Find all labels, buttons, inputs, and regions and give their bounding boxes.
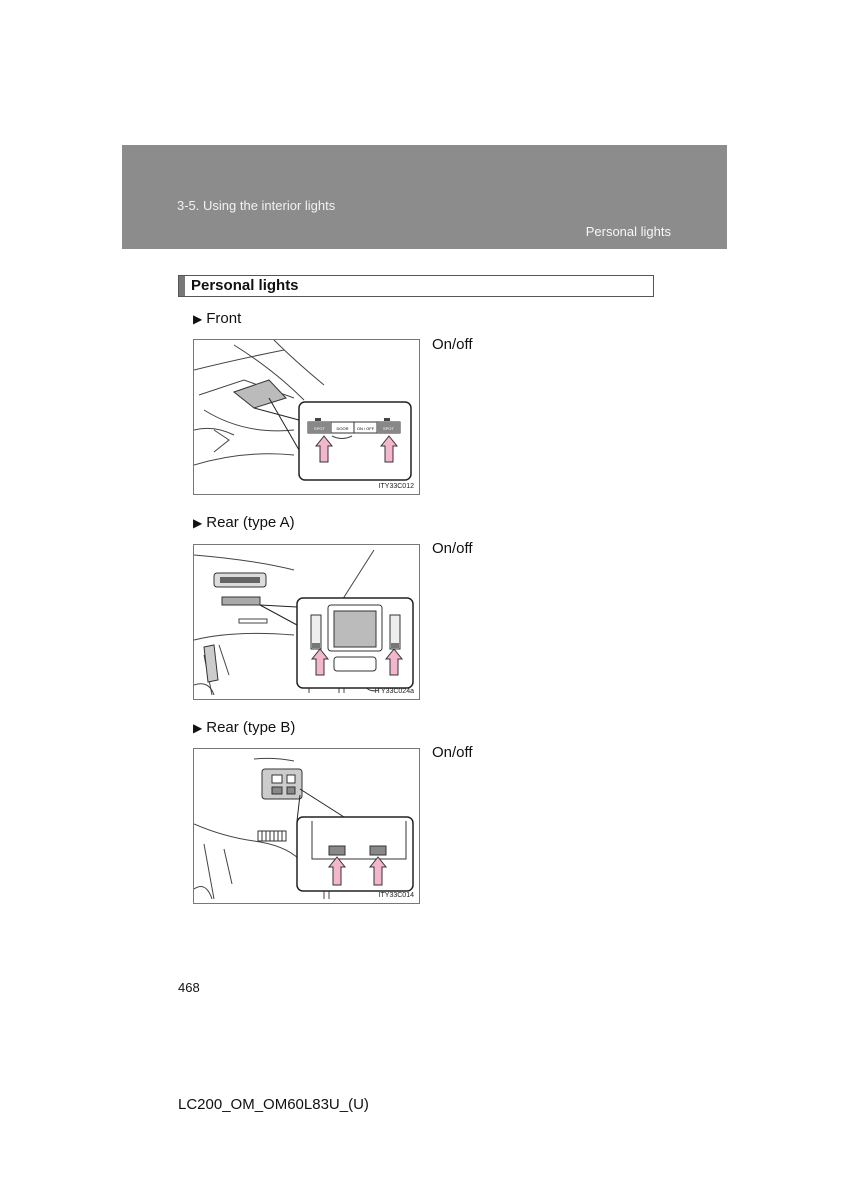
triangle-bullet-icon: ▶ [193,721,203,735]
caption-front: On/off [432,336,473,353]
on-off-label: ON / OFF [356,426,375,431]
header-band [122,145,727,249]
zoom-panel [297,817,413,891]
zoom-panel [299,402,411,480]
front-light-illustration [194,340,419,494]
figure-front [193,339,420,495]
caption-rear-b: On/off [432,744,473,761]
spot-label-right: SPOT [383,426,394,431]
figure-code: ITY33C014 [378,892,414,899]
figure-code: ITY33C024a [374,688,414,695]
section-heading-bar [179,276,185,296]
caption-rear-a: On/off [432,540,473,557]
rear-b-light-illustration [194,749,419,903]
subsection-label: Front [206,310,242,327]
section-title: Personal lights [191,277,299,294]
breadcrumb: 3-5. Using the interior lights [177,198,336,213]
subsection-rear-b [193,719,295,736]
door-label: DOOR [336,426,349,431]
figure-code: ITY33C012 [378,483,414,490]
console-housing [234,380,286,408]
triangle-bullet-icon: ▶ [193,516,203,530]
rear-a-light-illustration [194,545,419,699]
figure-rear-b [193,748,420,904]
page-number: 468 [178,980,200,995]
header-title: Personal lights [585,224,671,239]
footer-code: LC200_OM_OM60L83U_(U) [178,1096,369,1113]
spot-label-left: SPOT [314,426,325,431]
figure-rear-a [193,544,420,700]
subsection-front [193,310,241,327]
section-heading [178,275,654,297]
subsection-rear-a [193,514,295,531]
triangle-bullet-icon: ▶ [193,312,203,326]
subsection-label: Rear (type A) [206,514,295,531]
subsection-label: Rear (type B) [206,719,296,736]
